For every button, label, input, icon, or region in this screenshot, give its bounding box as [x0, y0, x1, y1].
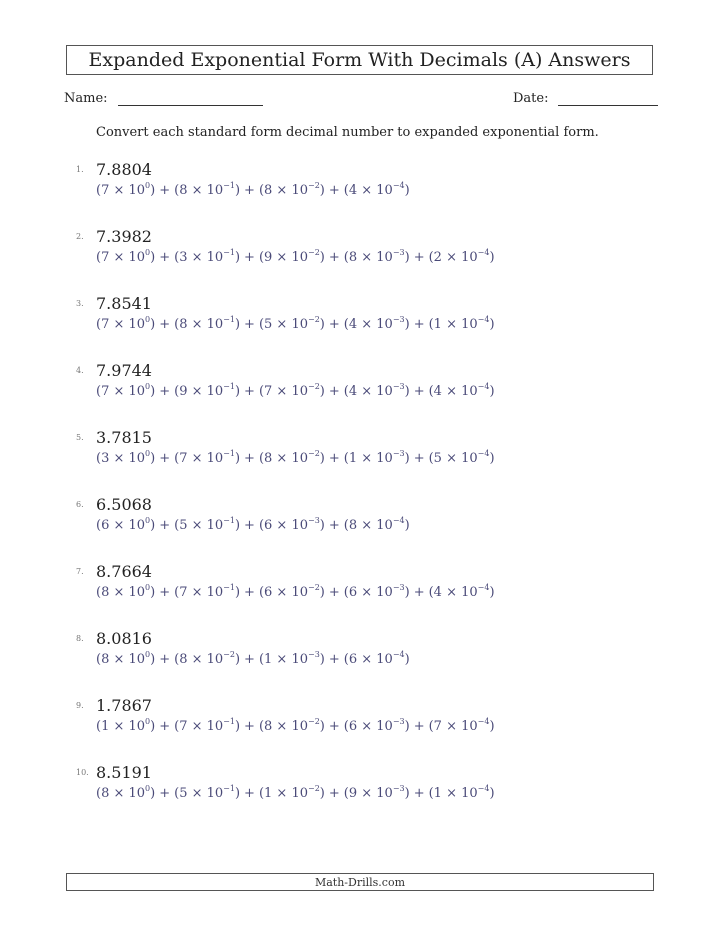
exponent: −2: [308, 248, 320, 257]
problem-answer: [96, 786, 495, 801]
problem-answer: [96, 518, 410, 533]
expanded-term: $(1 \times 10^{-3})$: [258, 650, 325, 667]
exponent: −1: [223, 784, 235, 793]
exponent: −3: [392, 315, 405, 324]
problem-value: 7.9744: [96, 361, 152, 380]
expanded-term: $(8 \times 10^0)$: [96, 583, 156, 600]
problem-number: 10.: [76, 768, 89, 777]
plus-sign: +: [159, 585, 171, 600]
exponent: −3: [392, 583, 405, 592]
problem-value: 7.8804: [96, 160, 152, 179]
exponent: −3: [308, 650, 320, 659]
plus-sign: +: [159, 719, 171, 734]
expanded-term: $(7 \times 10^0)$: [96, 382, 156, 399]
problem-number: 6.: [76, 500, 84, 509]
expanded-term: $(6 \times 10^{-2})$: [258, 583, 325, 600]
date-field: [513, 91, 658, 106]
expanded-term: $(9 \times 10^{-1})$: [174, 382, 241, 399]
plus-sign: +: [159, 451, 171, 466]
expanded-term: $(9 \times 10^{-2})$: [258, 248, 325, 265]
problem-number: 4.: [76, 366, 84, 375]
expanded-term: $(8 \times 10^0)$: [96, 784, 156, 801]
expanded-term: $(7 \times 10^{-1})$: [174, 583, 241, 600]
problem-value: 8.5191: [96, 763, 152, 782]
expanded-term: $(6 \times 10^{-4})$: [343, 650, 410, 667]
plus-sign: +: [159, 518, 171, 533]
exponent: −1: [223, 248, 235, 257]
plus-sign: +: [328, 384, 340, 399]
expanded-term: $(7 \times 10^{-1})$: [174, 449, 241, 466]
problem-value: 8.7664: [96, 562, 152, 581]
exponent: −1: [223, 181, 235, 190]
exponent: −4: [392, 181, 405, 190]
problem-answer: [96, 451, 495, 466]
problem-answer: [96, 719, 495, 734]
problem-value: 8.0816: [96, 629, 152, 648]
exponent: 0: [145, 248, 151, 257]
exponent: −1: [223, 516, 235, 525]
plus-sign: +: [159, 183, 171, 198]
plus-sign: +: [244, 652, 255, 667]
expanded-term: $(7 \times 10^0)$: [96, 315, 156, 332]
problem-value: 6.5068: [96, 495, 152, 514]
problem-answer: [96, 384, 495, 399]
plus-sign: +: [159, 317, 171, 332]
expanded-term: $(7 \times 10^0)$: [96, 248, 156, 265]
exponent: −4: [477, 583, 490, 592]
plus-sign: +: [244, 719, 255, 734]
problem-number: 7.: [76, 567, 84, 576]
expanded-term: $(7 \times 10^0)$: [96, 181, 156, 198]
plus-sign: +: [159, 652, 171, 667]
exponent: −4: [477, 248, 490, 257]
date-label: Date:: [513, 91, 549, 106]
expanded-term: $(6 \times 10^{-3})$: [258, 516, 325, 533]
exponent: −2: [308, 181, 320, 190]
expanded-term: $(6 \times 10^{-3})$: [343, 583, 410, 600]
plus-sign: +: [413, 451, 425, 466]
expanded-term: $(8 \times 10^0)$: [96, 650, 156, 667]
plus-sign: +: [328, 451, 340, 466]
expanded-term: $(8 \times 10^{-1})$: [174, 315, 241, 332]
expanded-term: $(1 \times 10^{-4})$: [428, 784, 495, 801]
exponent: −4: [477, 382, 490, 391]
plus-sign: +: [328, 719, 340, 734]
exponent: −2: [308, 717, 320, 726]
plus-sign: +: [244, 518, 255, 533]
plus-sign: +: [159, 384, 171, 399]
plus-sign: +: [413, 719, 425, 734]
exponent: 0: [145, 449, 151, 458]
expanded-term: $(5 \times 10^{-2})$: [258, 315, 325, 332]
expanded-term: $(8 \times 10^{-2})$: [258, 449, 325, 466]
plus-sign: +: [244, 585, 255, 600]
date-blank-line[interactable]: [558, 93, 658, 106]
plus-sign: +: [244, 451, 255, 466]
name-blank-line[interactable]: [118, 93, 263, 106]
exponent: −1: [223, 382, 235, 391]
problem-value: 3.7815: [96, 428, 152, 447]
exponent: −1: [223, 449, 235, 458]
exponent: 0: [145, 315, 151, 324]
exponent: 0: [145, 382, 151, 391]
name-field: [64, 91, 263, 106]
exponent: −4: [392, 516, 405, 525]
plus-sign: +: [244, 384, 255, 399]
plus-sign: +: [159, 786, 171, 801]
exponent: −1: [223, 583, 235, 592]
expanded-term: $(2 \times 10^{-4})$: [428, 248, 495, 265]
expanded-term: $(8 \times 10^{-4})$: [343, 516, 410, 533]
expanded-term: $(1 \times 10^{-3})$: [343, 449, 410, 466]
problem-number: 3.: [76, 299, 84, 308]
expanded-term: $(4 \times 10^{-4})$: [428, 583, 495, 600]
exponent: −2: [308, 382, 320, 391]
plus-sign: +: [413, 585, 425, 600]
plus-sign: +: [328, 317, 340, 332]
expanded-term: $(8 \times 10^{-2})$: [258, 717, 325, 734]
exponent: −3: [392, 248, 405, 257]
plus-sign: +: [413, 317, 425, 332]
problem-value: 7.3982: [96, 227, 152, 246]
exponent: −4: [477, 449, 490, 458]
exponent: 0: [145, 516, 151, 525]
expanded-term: $(8 \times 10^{-3})$: [343, 248, 410, 265]
expanded-term: $(4 \times 10^{-3})$: [343, 315, 410, 332]
exponent: 0: [145, 181, 151, 190]
exponent: −1: [223, 315, 235, 324]
expanded-term: $(7 \times 10^{-2})$: [258, 382, 325, 399]
problem-value: 7.8541: [96, 294, 152, 313]
expanded-term: $(7 \times 10^{-1})$: [174, 717, 241, 734]
exponent: −2: [308, 784, 320, 793]
problem-number: 2.: [76, 232, 84, 241]
expanded-term: $(1 \times 10^0)$: [96, 717, 156, 734]
footer-text: Math-Drills.com: [314, 875, 406, 889]
problem-number: 1.: [76, 165, 84, 174]
plus-sign: +: [328, 183, 340, 198]
expanded-term: $(7 \times 10^{-4})$: [428, 717, 495, 734]
expanded-term: $(4 \times 10^{-4})$: [343, 181, 410, 198]
exponent: −2: [308, 315, 320, 324]
exponent: −1: [223, 717, 235, 726]
expanded-term: $(4 \times 10^{-3})$: [343, 382, 410, 399]
expanded-term: $(6 \times 10^{-3})$: [343, 717, 410, 734]
name-label: Name:: [64, 91, 108, 106]
plus-sign: +: [328, 786, 340, 801]
exponent: −3: [392, 784, 405, 793]
expanded-term: $(8 \times 10^{-2})$: [174, 650, 241, 667]
plus-sign: +: [244, 786, 255, 801]
problem-answer: [96, 250, 495, 265]
expanded-term: $(9 \times 10^{-3})$: [343, 784, 410, 801]
exponent: −3: [392, 717, 405, 726]
footer: [66, 873, 654, 891]
exponent: −3: [392, 382, 405, 391]
expanded-term: $(8 \times 10^{-2})$: [258, 181, 325, 198]
problem-number: 8.: [76, 634, 84, 643]
exponent: −4: [477, 717, 490, 726]
expanded-term: $(5 \times 10^{-1})$: [174, 784, 241, 801]
expanded-term: $(6 \times 10^0)$: [96, 516, 156, 533]
expanded-term: $(8 \times 10^{-1})$: [174, 181, 241, 198]
plus-sign: +: [328, 585, 340, 600]
problem-value: 1.7867: [96, 696, 152, 715]
expanded-term: $(4 \times 10^{-4})$: [428, 382, 495, 399]
expanded-term: $(3 \times 10^{-1})$: [174, 248, 241, 265]
plus-sign: +: [413, 786, 425, 801]
plus-sign: +: [244, 250, 255, 265]
exponent: −2: [223, 650, 235, 659]
plus-sign: +: [328, 250, 340, 265]
problem-answer: [96, 585, 495, 600]
plus-sign: +: [159, 250, 171, 265]
exponent: 0: [145, 650, 151, 659]
plus-sign: +: [413, 384, 425, 399]
exponent: 0: [145, 784, 151, 793]
problem-answer: [96, 183, 410, 198]
problem-answer: [96, 652, 410, 667]
problem-number: 5.: [76, 433, 84, 442]
exponent: 0: [145, 583, 151, 592]
exponent: −4: [477, 315, 490, 324]
instructions: Convert each standard form decimal number to expanded exponential form.: [96, 125, 599, 140]
exponent: −2: [308, 583, 320, 592]
expanded-term: $(1 \times 10^{-2})$: [258, 784, 325, 801]
problem-answer: [96, 317, 495, 332]
exponent: 0: [145, 717, 151, 726]
plus-sign: +: [328, 652, 340, 667]
plus-sign: +: [244, 317, 255, 332]
plus-sign: +: [244, 183, 255, 198]
plus-sign: +: [413, 250, 425, 265]
problem-number: 9.: [76, 701, 84, 710]
worksheet-title-text: Expanded Exponential Form With Decimals (A) Answers: [88, 49, 631, 71]
expanded-term: $(5 \times 10^{-4})$: [428, 449, 495, 466]
worksheet-title: [66, 45, 653, 75]
exponent: −3: [392, 449, 405, 458]
exponent: −4: [477, 784, 490, 793]
plus-sign: +: [328, 518, 340, 533]
exponent: −4: [392, 650, 405, 659]
expanded-term: $(1 \times 10^{-4})$: [428, 315, 495, 332]
expanded-term: $(3 \times 10^0)$: [96, 449, 156, 466]
exponent: −3: [308, 516, 320, 525]
exponent: −2: [308, 449, 320, 458]
expanded-term: $(5 \times 10^{-1})$: [174, 516, 241, 533]
